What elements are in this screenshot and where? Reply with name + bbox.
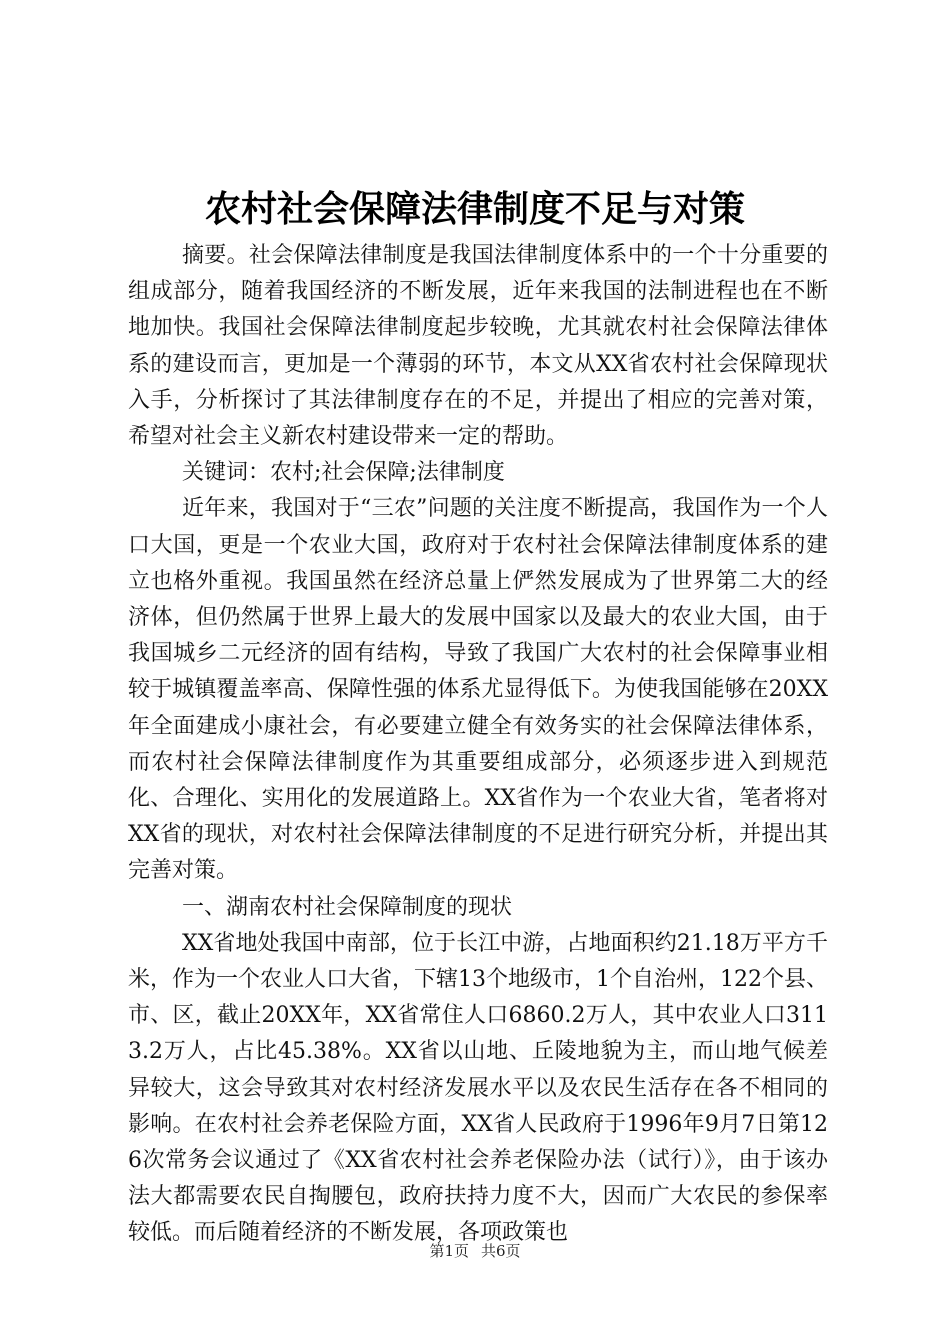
- introduction-paragraph: 近年来，我国对于“三农”问题的关注度不断提高，我国作为一个人口大国，更是一个农业大国，政府对于农村社会保障法律制度体系的建立也格外重视。我国虽然在经济总量上俨然发展成为了世界第二大的经济体，但仍然属于世界上最大的发展中国家以及最大的农业大国，由于我国城乡二元经济的固有结构，导致了我国广大农村的社会保障事业相较于城镇覆盖率高、保障性强的体系尤显得低下。为使我国能够在20XX年全面建成小康社会，有必要建立健全有效务实的社会保障法律体系，而农村社会保障法律制度作为其重要组成部分，必须逐步进入到规范化、合理化、实用化的发展道路上。XX省作为一个农业大省，笔者将对XX省的现状，对农村社会保障法律制度的不足进行研究分析，并提出其完善对策。: [128, 496, 828, 884]
- section-heading: 一、湖南农村社会保障制度的现状: [182, 894, 513, 920]
- page-footer: [0, 1241, 950, 1261]
- document-title: 农村社会保障法律制度不足与对策: [204, 188, 745, 230]
- abstract-paragraph: 摘要。社会保障法律制度是我国法律制度体系中的一个十分重要的组成部分，随着我国经济的不断发展，近年来我国的法制进程也在不断地加快。我国社会保障法律制度起步较晚，尤其就农村社会保障法律体系的建设而言，更加是一个薄弱的环节，本文从XX省农村社会保障现状入手，分析探讨了其法律制度存在的不足，并提出了相应的完善对策，希望对社会主义新农村建设带来一定的帮助。: [128, 243, 828, 450]
- section-paragraph: XX省地处我国中南部，位于长江中游，占地面积约21.18万平方千米，作为一个农业人口大省，下辖13个地级市，1个自治州，122个县、市、区，截止20XX年，XX省常住人口6860.2万人，其中农业人口3113.2万人，占比45.38%。XX省以山地、丘陵地貌为主，而山地气候差异较大，这会导致其对农村经济发展水平以及农民生活存在各不相同的影响。在农村社会养老保险方面，XX省人民政府于1996年9月7日第126次常务会议通过了《XX省农村社会养老保险办法（试行）》，由于该办法大都需要农民自掏腰包，政府扶持力度不大，因而广大农民的参保率较低。而后随着经济的不断发展，各项政策也: [128, 930, 828, 1246]
- document-body: [128, 238, 828, 1252]
- keywords-paragraph: 关键词：农村;社会保障;法律制度: [182, 460, 505, 486]
- page-number: 第1页: [429, 1242, 469, 1260]
- page-total: 共6页: [481, 1242, 521, 1260]
